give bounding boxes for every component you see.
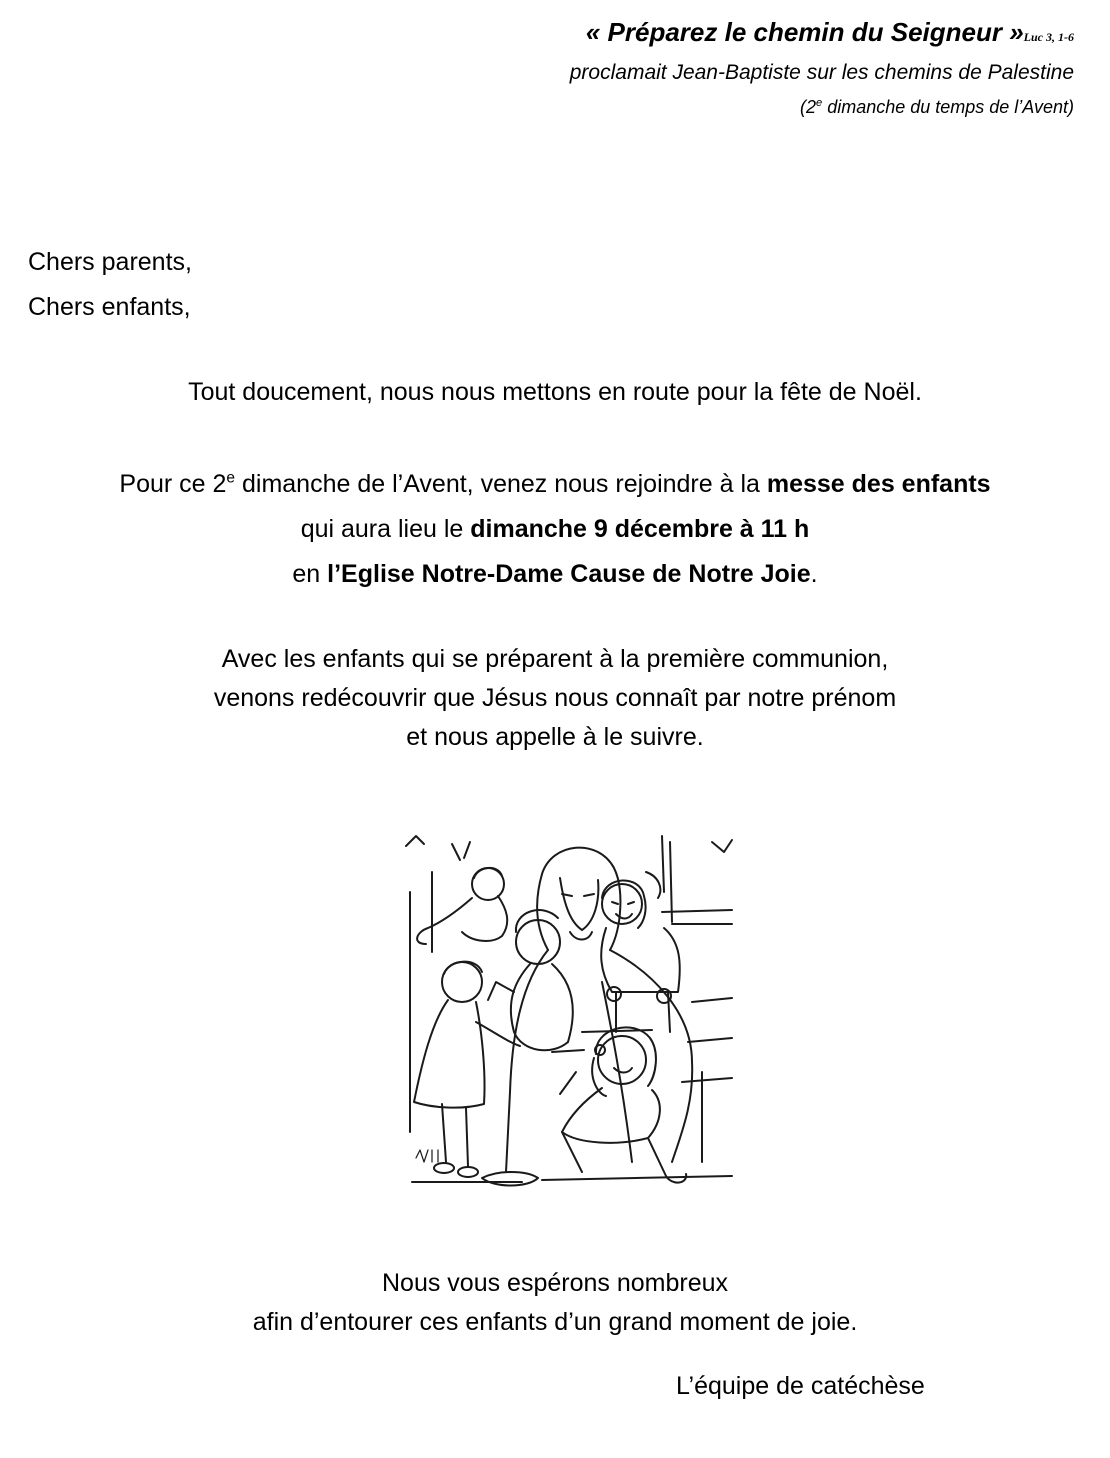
invitation-line-2: qui aura lieu le dimanche 9 décembre à 11 h (300, 515, 810, 543)
invitation-paragraph (0, 462, 1110, 597)
invitation-line-3: en l’Eglise Notre-Dame Cause de Notre Joie. (292, 560, 818, 588)
bible-reference: Luc 3, 1-6 (1023, 30, 1074, 44)
invitation-line-1: Pour ce 2e dimanche de l’Avent, venez nous rejoindre à la messe des enfants (119, 469, 991, 498)
mass-date: dimanche 9 décembre à 11 h (470, 515, 810, 543)
header-title (314, 14, 1074, 55)
header (314, 14, 1074, 123)
communion-paragraph: Avec les enfants qui se préparent à la première communion, venons redécouvrir que Jésus nous connaît par notre prénom et nous appelle à le suivre. (213, 645, 897, 751)
jesus-with-children-illustration (402, 832, 734, 1196)
greeting (28, 240, 192, 330)
greeting-parents: Chers parents, (28, 248, 192, 276)
closing-paragraph: Nous vous espérons nombreux afin d’entourer ces enfants d’un grand moment de joie. (252, 1269, 858, 1336)
header-note: (2e dimanche du temps de l’Avent) (799, 97, 1074, 117)
greeting-children: Chers enfants, (28, 293, 191, 321)
intro-paragraph: Tout doucement, nous nous mettons en route pour la fête de Noël. (188, 378, 922, 406)
header-title-text: « Préparez le chemin du Seigneur » (585, 17, 1024, 47)
church-name: l’Eglise Notre-Dame Cause de Notre Joie (327, 560, 811, 588)
header-subtitle: proclamait Jean-Baptiste sur les chemins de Palestine (569, 61, 1074, 84)
mass-name: messe des enfants (766, 470, 991, 498)
signature: L’équipe de catéchèse (676, 1372, 925, 1400)
